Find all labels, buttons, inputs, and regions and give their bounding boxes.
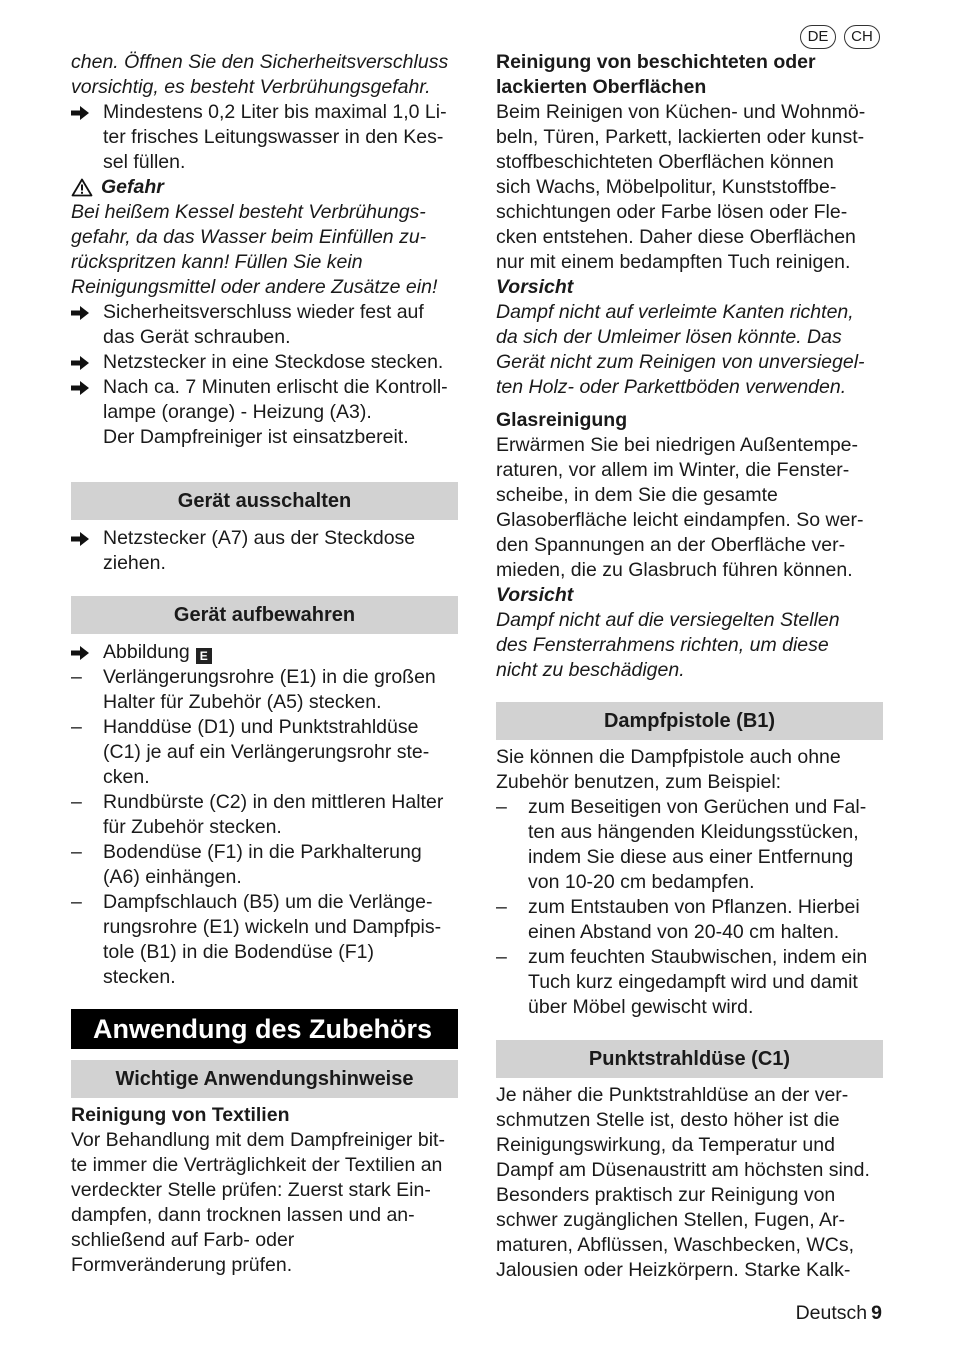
glass-text: raturen, vor allem im Winter, die Fenster- <box>496 459 850 481</box>
dash-bullet: – <box>71 791 82 813</box>
caution-text: da sich der Umleimer lösen könnte. Das <box>496 326 842 348</box>
caution-text: Dampf nicht auf die versiegelten Stellen <box>496 609 840 631</box>
list-item: – zum feuchten Staubwischen, indem ein Tuch kurz eingedampft wird und damit über Möbel gewischt wird. <box>496 946 868 1018</box>
step-item: Sicherheitsverschluss wieder fest auf das Gerät schrauben. <box>71 300 458 350</box>
arrow-right-icon <box>71 350 99 370</box>
badge-de: DE <box>800 25 836 49</box>
section-gun-title: Dampfpistole (B1) <box>496 702 883 740</box>
danger-text: Bei heißem Kessel besteht Verbrühungs- <box>71 201 426 223</box>
danger-label: Gefahr <box>101 176 164 198</box>
danger-text: Reinigungsmittel oder andere Zusätze ein! <box>71 276 438 298</box>
figure-ref-badge: E <box>196 648 212 664</box>
glass-text: scheibe, in dem Sie die gesamte <box>496 484 778 506</box>
chapter-title: Anwendung des Zubehörs <box>71 1009 458 1049</box>
textiles-text: te immer die Verträglichkeit der Textilien an <box>71 1154 443 1176</box>
caution-text: Gerät nicht zum Reinigen von unversiegel- <box>496 351 865 373</box>
list-item: – Handdüse (D1) und Punktstrahldüse (C1) je auf ein Verlängerungsrohr ste- cken. <box>71 716 430 788</box>
glass-text: Erwärmen Sie bei niedrigen Außentempe- <box>496 434 859 456</box>
intro-line: vorsichtig, es besteht Verbrühungsgefahr. <box>71 76 431 98</box>
coated-text: nur mit einem bedampften Tuch reinigen. <box>496 251 851 273</box>
glass-text: Glasoberfläche leicht eindampfen. So wer- <box>496 509 864 531</box>
coated-text: Beim Reinigen von Küchen- und Wohnmö- <box>496 101 866 123</box>
caution-label: Vorsicht <box>496 584 574 606</box>
caution-text: des Fensterrahmens richten, um diese <box>496 634 829 656</box>
arrow-right-icon <box>71 375 99 395</box>
language-badges <box>800 25 880 49</box>
arrow-right-icon <box>71 300 99 320</box>
arrow-right-icon <box>71 640 99 660</box>
dash-bullet: – <box>71 716 82 738</box>
glass-heading: Glasreinigung <box>496 409 628 431</box>
textiles-text: Formveränderung prüfen. <box>71 1254 293 1276</box>
textiles-text: Vor Behandlung mit dem Dampfreiniger bit- <box>71 1129 445 1151</box>
textiles-text: dampfen, dann trocknen lassen und an- <box>71 1204 415 1226</box>
nozzle-text: Je näher die Punktstrahldüse an der ver- <box>496 1084 849 1106</box>
page-footer <box>796 1301 882 1326</box>
badge-ch: CH <box>844 25 880 49</box>
textiles-heading: Reinigung von Textilien <box>71 1104 290 1126</box>
nozzle-text: Besonders praktisch zur Reinigung von <box>496 1184 836 1206</box>
list-item: – zum Entstauben von Pflanzen. Hierbei einen Abstand von 20-40 cm halten. <box>496 896 860 943</box>
danger-text: gefahr, da das Wasser beim Einfüllen zu- <box>71 226 427 248</box>
coated-text: beln, Türen, Parkett, lackierten oder kunst- <box>496 126 865 148</box>
gun-intro: Zubehör benutzen, zum Beispiel: <box>496 771 782 793</box>
list-item: – Rundbürste (C2) in den mittleren Halter für Zubehör stecken. <box>71 791 444 838</box>
intro-line: chen. Öffnen Sie den Sicherheitsverschluss <box>71 51 449 73</box>
list-item: – Dampfschlauch (B5) um die Verlänge- rungsrohre (E1) wickeln und Dampfpis- tole (B1) in die Bodendüse (F1) stecken. <box>71 891 442 988</box>
footer-language: Deutsch <box>795 1302 868 1324</box>
step-item: Nach ca. 7 Minuten erlischt die Kontroll- lampe (orange) - Heizung (A3). Der Dampfreiniger ist einsatzbereit. <box>71 375 458 450</box>
dash-bullet: – <box>496 796 507 818</box>
nozzle-text: schmutzen Stelle ist, desto höher ist die <box>496 1109 840 1131</box>
list-item: – Verlängerungsrohre (E1) in die großen Halter für Zubehör (A5) stecken. <box>71 666 436 713</box>
nozzle-text: schwer zugänglichen Stellen, Fugen, Ar- <box>496 1209 846 1231</box>
textiles-text: schließend auf Farb- oder <box>71 1229 295 1251</box>
dash-bullet: – <box>71 841 82 863</box>
arrow-right-icon <box>71 100 99 120</box>
danger-heading <box>71 175 458 200</box>
dash-bullet: – <box>71 666 82 688</box>
step-item: Netzstecker (A7) aus der Steckdose ziehen. <box>71 526 458 576</box>
list-item: – Bodendüse (F1) in die Parkhalterung (A6) einhängen. <box>71 841 422 888</box>
step-fill-water: Mindestens 0,2 Liter bis maximal 1,0 Li- ter frisches Leitungswasser in den Kes- sel füllen. <box>71 100 458 175</box>
left-column <box>71 50 458 1278</box>
step-item: Netzstecker in eine Steckdose stecken. <box>71 350 458 375</box>
nozzle-text: Jalousien oder Heizkörpern. Starke Kalk- <box>496 1259 851 1281</box>
section-nozzle-title: Punktstrahldüse (C1) <box>496 1040 883 1078</box>
section-hints-title: Wichtige Anwendungshinweise <box>71 1060 458 1098</box>
glass-text: den Spannungen an der Oberfläche ver- <box>496 534 846 556</box>
textiles-text: verdeckter Stelle prüfen: Zuerst stark Ein- <box>71 1179 431 1201</box>
caution-text: nicht zu beschädigen. <box>496 659 685 681</box>
warning-triangle-icon <box>71 178 93 197</box>
dash-bullet: – <box>71 891 82 913</box>
caution-text: ten Holz- oder Parkettböden verwenden. <box>496 376 847 398</box>
dash-bullet: – <box>496 896 507 918</box>
dash-bullet: – <box>496 946 507 968</box>
nozzle-text: Reinigungswirkung, da Temperatur und <box>496 1134 835 1156</box>
glass-text: mieden, die zu Glasbruch führen können. <box>496 559 853 581</box>
coated-text: sich Wachs, Möbelpolitur, Kunststoffbe- <box>496 176 837 198</box>
coated-text: cken entstehen. Daher diese Oberflächen <box>496 226 856 248</box>
nozzle-text: Dampf am Düsenaustritt am höchsten sind. <box>496 1159 870 1181</box>
coated-heading: Reinigung von beschichteten oder <box>496 51 816 73</box>
page-number: 9 <box>871 1302 882 1324</box>
right-column <box>496 50 883 1283</box>
section-switch-off-title: Gerät ausschalten <box>71 482 458 520</box>
coated-text: schichtungen oder Farbe lösen oder Fle- <box>496 201 848 223</box>
coated-text: stoffbeschichteten Oberflächen können <box>496 151 834 173</box>
caution-text: Dampf nicht auf verleimte Kanten richten, <box>496 301 854 323</box>
list-item: – zum Beseitigen von Gerüchen und Fal- ten aus hängenden Kleidungsstücken, indem Sie diese aus einer Entfernung von 10-20 cm bedampfen. <box>496 796 867 893</box>
nozzle-text: maturen, Abflüssen, Waschbecken, WCs, <box>496 1234 855 1256</box>
arrow-right-icon <box>71 526 99 546</box>
section-store-title: Gerät aufbewahren <box>71 596 458 634</box>
caution-label: Vorsicht <box>496 276 574 298</box>
gun-intro: Sie können die Dampfpistole auch ohne <box>496 746 841 768</box>
coated-heading: lackierten Oberflächen <box>496 76 707 98</box>
step-figure: Abbildung E <box>71 640 458 665</box>
danger-text: rückspritzen kann! Füllen Sie kein <box>71 251 363 273</box>
